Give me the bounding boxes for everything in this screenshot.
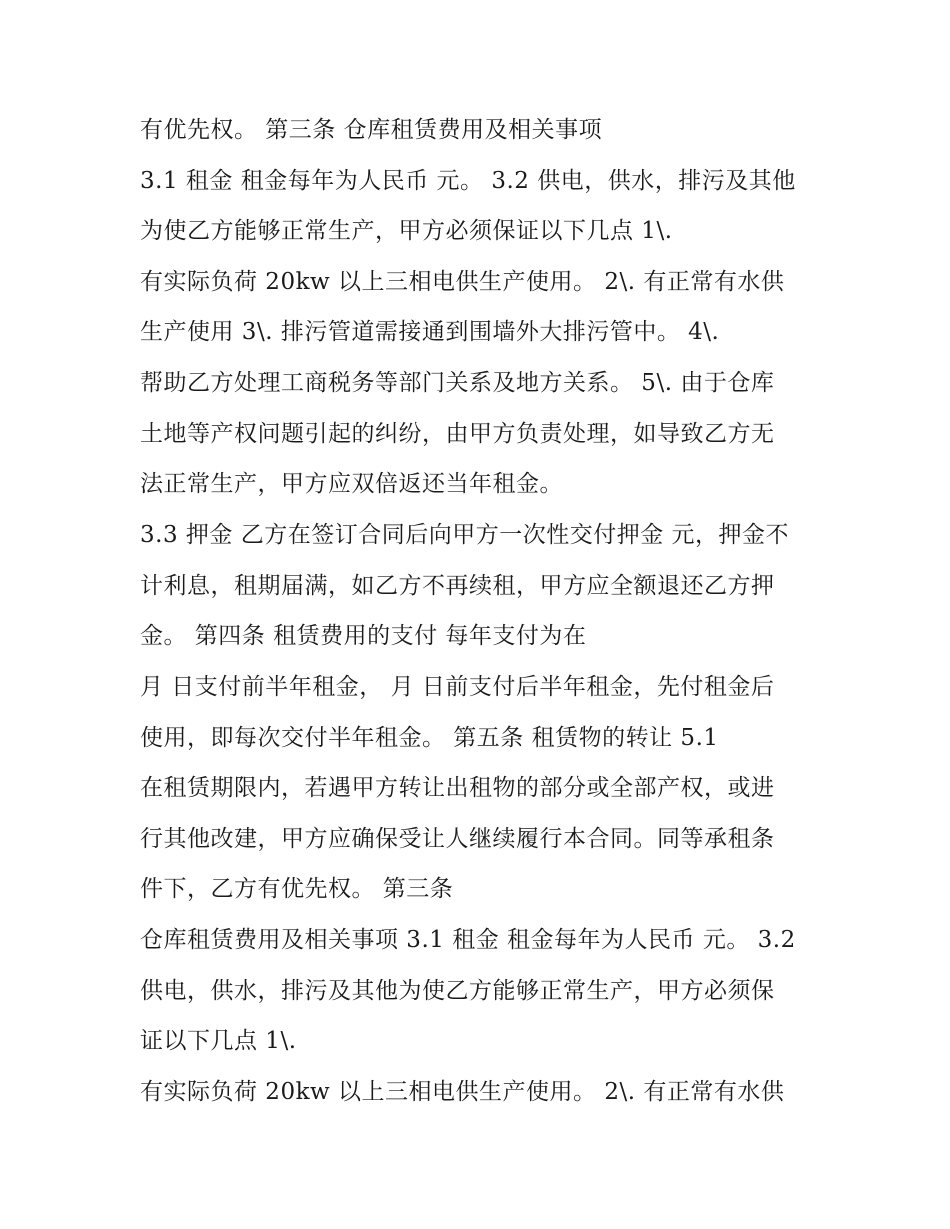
text-line: 供电，供水，排污及其他为使乙方能够正常生产，甲方必须保	[140, 978, 775, 1004]
text-line: 生产使用 3\. 排污管道需接通到围墙外大排污管中。 4\.	[140, 319, 720, 345]
text-line: 月 日支付前半年租金， 月 日前支付后半年租金，先付租金后	[140, 674, 775, 700]
text-line: 有优先权。 第三条 仓库租赁费用及相关事项	[140, 117, 603, 143]
text-line: 有实际负荷 20kw 以上三相电供生产使用。 2\. 有正常有水供	[140, 1079, 785, 1105]
text-line: 3.1 租金 租金每年为人民币 元。 3.2 供电，供水，排污及其他	[140, 168, 796, 194]
text-line: 3.3 押金 乙方在签订合同后向甲方一次性交付押金 元，押金不	[140, 522, 790, 548]
text-line: 在租赁期限内，若遇甲方转让出租物的部分或全部产权，或进	[140, 775, 775, 801]
text-line: 有实际负荷 20kw 以上三相电供生产使用。 2\. 有正常有水供	[140, 269, 785, 295]
text-line: 行其他改建，甲方应确保受让人继续履行本合同。同等承租条	[140, 826, 775, 852]
text-line: 土地等产权问题引起的纠纷，由甲方负责处理，如导致乙方无	[140, 421, 775, 447]
text-line: 件下，乙方有优先权。 第三条	[140, 876, 454, 902]
text-line: 使用，即每次交付半年租金。 第五条 租赁物的转让 5.1	[140, 725, 719, 751]
text-line: 帮助乙方处理工商税务等部门关系及地方关系。 5\. 由于仓库	[140, 370, 775, 396]
text-line: 为使乙方能够正常生产，甲方必须保证以下几点 1\.	[140, 218, 673, 244]
text-line: 证以下几点 1\.	[140, 1028, 297, 1054]
text-line: 金。 第四条 租赁费用的支付 每年支付为在	[140, 623, 587, 649]
text-line: 仓库租赁费用及相关事项 3.1 租金 租金每年为人民币 元。 3.2	[140, 927, 796, 953]
text-line: 法正常生产，甲方应双倍返还当年租金。	[140, 471, 563, 497]
text-line: 计利息，租期届满，如乙方不再续租，甲方应全额退还乙方押	[140, 573, 775, 599]
